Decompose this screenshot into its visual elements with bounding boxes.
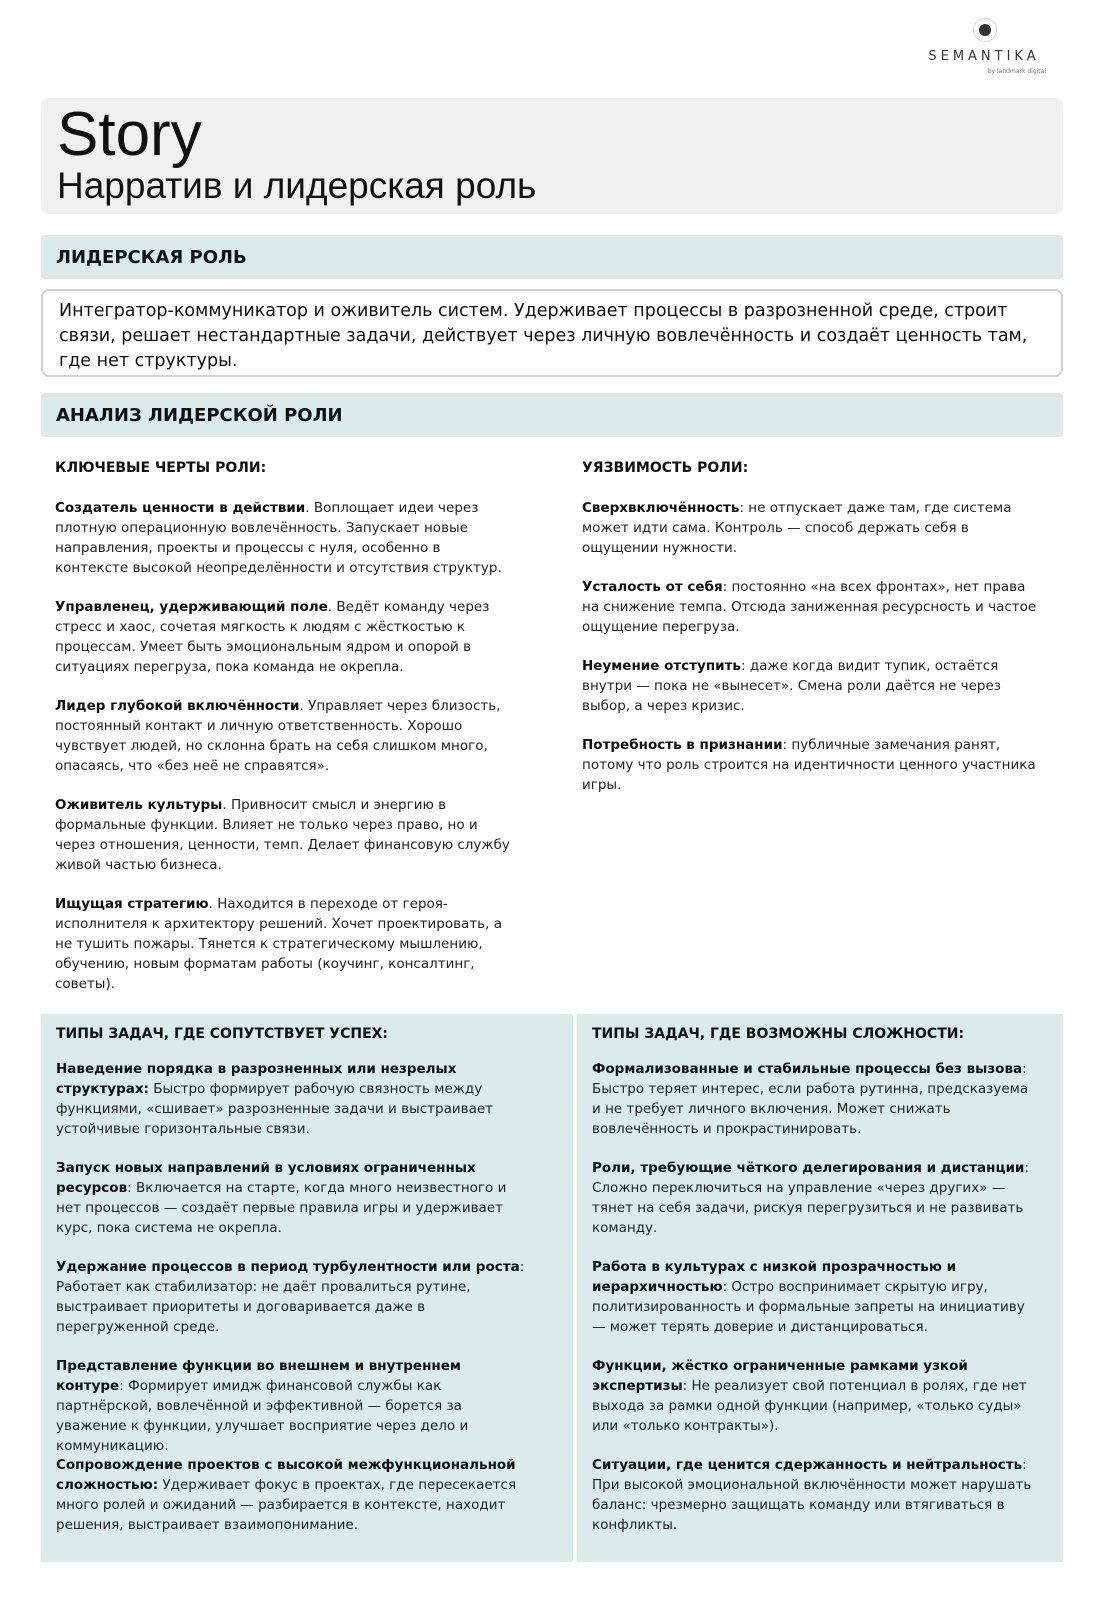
trait-item: Ищущая стратегию. Находится в переходе от героя-исполнителя к архитектору решений. Хочет проектировать, а не тушить пожары. Тянется к стратегическому мышлению, обучению, новым форматам работы (коучинг, консалтинг, советы).: [55, 896, 502, 992]
section-heading-analysis: [41, 393, 1063, 437]
item-text: Работает как стабилизатор: не даёт провалиться рутине, выстраивает приоритеты и договаривается даже в перегруженной среде.: [56, 1279, 471, 1335]
success-task-item: Удержание процессов в период турбулентности или роста: Работает как стабилизатор: не даёт провалиться рутине, выстраивает приоритеты и договаривается даже в перегруженной среде.: [56, 1259, 525, 1335]
success-task-item: Запуск новых направлений в условиях ограниченных ресурсов: Включается на старте, когда много неизвестного и нет процессов — создаёт первые правила игры и удерживает курс, пока система не окрепла.: [56, 1160, 507, 1236]
item-title: Ситуации, где ценится сдержанность и нейтральность: [592, 1457, 1023, 1473]
item-title: Сверхвключённость: [582, 500, 740, 516]
vulnerability-item: Неумение отступить: даже когда видит тупик, остаётся внутри — пока не «вынесет». Смена роли даётся не через выбор, а через кризис.: [582, 658, 1001, 714]
item-text: Управляет через близость, постоянный контакт и личную ответственность. Хорошо чувствует людей, но склонна брать на себя слишком много, опасаясь, что «без неё не справятся».: [55, 698, 501, 774]
difficult-tasks-heading: ТИПЫ ЗАДАЧ, ГДЕ ВОЗМОЖНЫ СЛОЖНОСТИ:: [592, 1026, 965, 1042]
trait-item: Создатель ценности в действии. Воплощает идеи через плотную операционную вовлечённость. Запускает новые направления, проекты и процессы с нуля, особенно в контексте высокой неопределённости и отсутствия структур.: [55, 500, 502, 576]
brand-logo: [914, 18, 1054, 78]
item-text: Не реализует свой потенциал в ролях, где нет выхода за рамки одной функции (например, «только суды» или «только контракты»).: [592, 1378, 1027, 1434]
success-tasks-heading: ТИПЫ ЗАДАЧ, ГДЕ СОПУТСТВУЕТ УСПЕХ:: [56, 1026, 389, 1042]
vulnerability-item: Усталость от себя: постоянно «на всех фронтах», нет права на снижение темпа. Отсюда заниженная ресурсность и частое ощущение перегруза.: [582, 579, 1037, 635]
vulnerability-item: Сверхвключённость: не отпускает даже там, где система может идти сама. Контроль — способ держать себя в ощущении нужности.: [582, 500, 1012, 556]
difficult-task-item: Ситуации, где ценится сдержанность и нейтральность: При высокой эмоциональной включённости может нарушать баланс: чрезмерно защищать команду или втягиваться в конфликты.: [592, 1457, 1032, 1533]
item-title: Роли, требующие чёткого делегирования и дистанции: [592, 1160, 1025, 1176]
difficult-task-item: Работа в культурах с низкой прозрачностью и иерархичностью: Остро воспринимает скрытую игру, политизированность и формальные запреты на инициативу — может терять доверие и дистанцироваться.: [592, 1259, 1025, 1335]
section-heading-text: ЛИДЕРСКАЯ РОЛЬ: [56, 247, 247, 268]
item-text: Удерживает фокус в проектах, где пересекается много ролей и ожиданий — разбирается в контексте, находит решения, выстраивает взаимопонимание.: [56, 1477, 517, 1533]
title-block: [41, 98, 1063, 214]
page-subtitle: Нарратив и лидерская роль: [57, 165, 537, 206]
item-text: даже когда видит тупик, остаётся внутри — пока не «вынесет». Смена роли даётся не через выбор, а через кризис.: [582, 658, 1001, 714]
vulnerability-item: Потребность в признании: публичные замечания ранят, потому что роль строится на идентичности ценного участника игры.: [582, 737, 1036, 793]
role-description-box: [41, 289, 1063, 377]
item-text: Быстро формирует рабочую связность между функциями, «сшивает» разрозненные задачи и выстраивает устойчивые горизонтальные связи.: [56, 1081, 494, 1137]
item-text: Остро воспринимает скрытую игру, политизированность и формальные запреты на инициативу — может терять доверие и дистанцироваться.: [592, 1279, 1025, 1335]
item-title: Сопровождение проектов с высокой межфункциональной сложностью:: [56, 1457, 516, 1493]
item-title: Ищущая стратегию: [55, 896, 209, 912]
item-text: Воплощает идеи через плотную операционную вовлечённость. Запускает новые направления, проекты и процессы с нуля, особенно в контексте высокой неопределённости и отсутствия структур.: [55, 500, 502, 576]
item-title: Формализованные и стабильные процессы без вызова: [592, 1061, 1023, 1077]
item-title: Представление функции во внешнем и внутреннем контуре: [56, 1358, 461, 1394]
difficult-task-item: Формализованные и стабильные процессы без вызова: Быстро теряет интерес, если работа рутинна, предсказуема и не требует личного включения. Может снижать вовлечённость и прокрастинировать.: [592, 1061, 1029, 1137]
item-title: Удержание процессов в период турбулентности или роста: [56, 1259, 520, 1275]
item-text: Формирует имидж финансовой службы как партнёрской, вовлечённой и эффективной — борется за уважение к функции, улучшает восприятие через дело и коммуникацию.: [56, 1378, 469, 1454]
brand-name: SEMANTIKA: [928, 49, 1040, 64]
success-tasks-panel: [41, 1014, 573, 1562]
brand-tagline: by landmark digital: [987, 68, 1046, 75]
item-text: Привносит смысл и энергию в формальные функции. Влияет не только через право, но и через отношения, ценности, темп. Делает финансовую службу живой частью бизнеса.: [55, 797, 510, 873]
role-description: Интегратор-коммуникатор и оживитель систем. Удерживает процессы в разрозненной среде, строит связи, решает нестандартные задачи, действует через личную вовлечённость и создаёт ценность там, где нет структуры.: [59, 301, 1028, 371]
difficult-tasks-panel: [577, 1014, 1063, 1562]
item-text: не отпускает даже там, где система может идти сама. Контроль — способ держать себя в ощущении нужности.: [582, 500, 1012, 556]
item-title: Оживитель культуры: [55, 797, 223, 813]
difficult-task-item: Роли, требующие чёткого делегирования и дистанции: Сложно переключиться на управление «через других» — тянет на себя задачи, рискуя перегрузиться и не развивать команду.: [592, 1160, 1029, 1236]
trait-item: Лидер глубокой включённости. Управляет через близость, постоянный контакт и личную ответственность. Хорошо чувствует людей, но склонна брать на себя слишком много, опасаясь, что «без неё не справятся».: [55, 698, 501, 774]
item-title: Усталость от себя: [582, 579, 723, 595]
page-title: Story: [57, 100, 202, 169]
item-title: Неумение отступить: [582, 658, 741, 674]
item-title: Наведение порядка в разрозненных или незрелых структурах:: [56, 1061, 457, 1097]
item-title: Потребность в признании: [582, 737, 783, 753]
logo-dot-icon: [979, 24, 991, 36]
item-title: Создатель ценности в действии: [55, 500, 306, 516]
item-text: Ведёт команду через стресс и хаос, сочетая мягкость к людям с жёсткостью к процессам. Умеет быть эмоциональным ядром и опорой в ситуациях перегруза, пока команда не окрепла.: [55, 599, 490, 675]
success-task-item: [56, 1059, 526, 1139]
vulnerabilities-heading: УЯЗВИМОСТЬ РОЛИ:: [582, 460, 749, 476]
item-text: Быстро теряет интерес, если работа рутинна, предсказуема и не требует личного включения. Может снижать вовлечённость и прокрастинировать.: [592, 1081, 1029, 1137]
item-title: Управленец, удерживающий поле: [55, 599, 328, 615]
success-task-item: Представление функции во внешнем и внутреннем контуре: Формирует имидж финансовой службы как партнёрской, вовлечённой и эффективной — борется за уважение к функции, улучшает восприятие через дело и коммуникацию.: [56, 1358, 469, 1454]
item-title: Функции, жёстко ограниченные рамками узкой экспертизы: [592, 1358, 968, 1394]
section-heading-text: АНАЛИЗ ЛИДЕРСКОЙ РОЛИ: [56, 405, 343, 426]
traits-heading: КЛЮЧЕВЫЕ ЧЕРТЫ РОЛИ:: [55, 460, 267, 476]
trait-item: Управленец, удерживающий поле. Ведёт команду через стресс и хаос, сочетая мягкость к людям с жёсткостью к процессам. Умеет быть эмоциональным ядром и опорой в ситуациях перегруза, пока команда не окрепла.: [55, 599, 490, 675]
item-text: постоянно «на всех фронтах», нет права на снижение темпа. Отсюда заниженная ресурсность и частое ощущение перегруза.: [582, 579, 1037, 635]
item-title: Лидер глубокой включённости: [55, 698, 300, 714]
item-text: При высокой эмоциональной включённости может нарушать баланс: чрезмерно защищать команду или втягиваться в конфликты.: [592, 1477, 1032, 1533]
difficult-task-item: Функции, жёстко ограниченные рамками узкой экспертизы: Не реализует свой потенциал в ролях, где нет выхода за рамки одной функции (например, «только суды» или «только контракты»).: [592, 1358, 1027, 1434]
trait-item: Оживитель культуры. Привносит смысл и энергию в формальные функции. Влияет не только через право, но и через отношения, ценности, темп. Делает финансовую службу живой частью бизнеса.: [55, 797, 510, 873]
item-text: Сложно переключиться на управление «через других» — тянет на себя задачи, рискуя перегрузиться и не развивать команду.: [592, 1180, 1024, 1236]
section-heading-role: [41, 235, 1063, 279]
item-text: Находится в переходе от героя-исполнителя к архитектору решений. Хочет проектировать, а не тушить пожары. Тянется к стратегическому мышлению, обучению, новым форматам работы (коучинг, консалтинг, советы).: [55, 896, 502, 992]
item-text: Включается на старте, когда много неизвестного и нет процессов — создаёт первые правила игры и удерживает курс, пока система не окрепла.: [56, 1180, 507, 1236]
item-text: публичные замечания ранят, потому что роль строится на идентичности ценного участника игры.: [582, 737, 1036, 793]
item-title: Работа в культурах с низкой прозрачностью и иерархичностью: [592, 1259, 957, 1295]
item-title: Запуск новых направлений в условиях ограниченных ресурсов: [56, 1160, 476, 1196]
success-task-item: [56, 1455, 526, 1535]
